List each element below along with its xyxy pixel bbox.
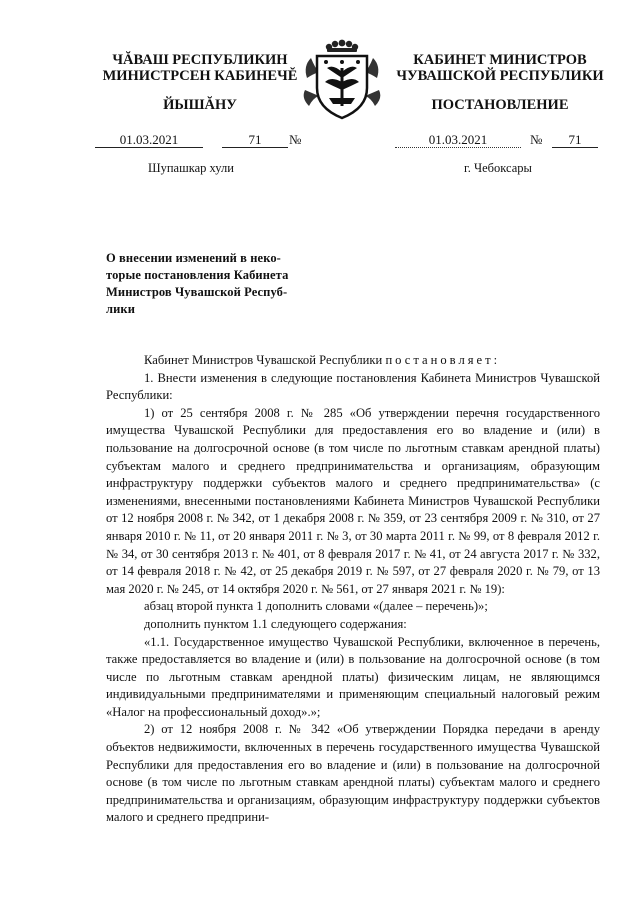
intro-decree-word: постановляет: — [385, 353, 501, 367]
title-line: О внесении изменений в неко- — [106, 251, 281, 265]
left-number: 71 — [222, 132, 288, 148]
paragraph-3: абзац второй пункта 1 дополнить словами «(далее – перечень)»; — [144, 599, 488, 614]
intro-paragraph — [106, 352, 600, 370]
header-right — [390, 52, 610, 84]
header-right-line2: ЧУВАШСКОЙ РЕСПУБЛИКИ — [396, 68, 604, 84]
paragraph-5: «1.1. Государственное имущество Чувашской Республики, включенное в перечень, также предоставляется во владение и (или) в пользование на долгосрочной основе (в том числе по льготным ставкам арендной платы) физическим лицам, не являющимся индивидуальными предпринимателями и применяющим специальный налоговый режим «Налог на профессиональный доход».»; — [106, 634, 600, 719]
document-title — [106, 250, 316, 318]
right-number: 71 — [552, 132, 598, 148]
paragraph-6: 2) от 12 ноября 2008 г. № 342 «Об утверждении Порядка передачи в аренду объектов недвижимости, включенных в перечень государственного имущества Чувашской Республики для предоставления его во владение и (или) в пользование на долгосрочной основе (в том числе по льготным ставкам арендной платы) субъектам малого и среднего предпринимательства и организациям, образующим инфраструктуру поддержки субъектов малого и среднего предприни- — [106, 722, 600, 825]
header-left-line1: ЧĂВАШ РЕСПУБЛИКИН — [112, 52, 288, 68]
paragraph-2: 1) от 25 сентября 2008 г. № 285 «Об утверждении перечня государственного имущества Чувашской Республики для предоставления его во владение и (или) в пользование на долгосрочной основе (в том числе по льготным ставкам арендной платы) субъектам малого и среднего предпринимательства и организациям, образующим инфраструктуру поддержки субъектов малого и среднего предпринимательства» (с изменениями, внесенными постановлениями Кабинета Министров Чувашской Республики от 12 ноября 2008 г. № 342, от 1 декабря 2008 г. № 359, от 23 сентября 2009 г. № 310, от 27 января 2010 г. № 11, от 20 января 2011 г. № 3, от 30 марта 2011 г. № 99, от 8 февраля 2012 г. № 34, от 30 сентября 2013 г. № 401, от 8 февраля 2017 г. № 41, от 24 августа 2017 г. № 332, от 14 февраля 2018 г. № 42, от 25 декабря 2019 г. № 597, от 27 февраля 2020 г. № 79, от 13 мая 2020 г. № 245, от 14 октября 2020 г. № 561, от 27 января 2021 г. № 19): — [106, 405, 600, 596]
doc-type-left: ЙЫШĂНУ — [163, 97, 237, 113]
intro-prefix: Кабинет Министров Чувашской Республики — [144, 353, 386, 367]
place-right: г. Чебоксары — [464, 161, 532, 175]
place-left: Шупашкар хули — [148, 161, 234, 175]
title-line: торые постановления Кабинета — [106, 268, 289, 282]
header-left — [95, 52, 305, 84]
document-body — [106, 352, 600, 827]
right-number-sign: № — [530, 132, 543, 147]
header-left-line2: МИНИСТРСЕН КАБИНЕЧĔ — [102, 68, 298, 84]
doc-type-right: ПОСТАНОВЛЕНИЕ — [431, 97, 569, 113]
left-number-sign: № — [289, 132, 302, 147]
header-right-line1: КАБИНЕТ МИНИСТРОВ — [413, 52, 587, 68]
left-date: 01.03.2021 — [95, 132, 203, 148]
paragraph-1: 1. Внести изменения в следующие постановления Кабинета Министров Чувашской Республики: — [106, 370, 600, 403]
title-line: лики — [106, 302, 136, 316]
paragraph-4: дополнить пунктом 1.1 следующего содержания: — [144, 616, 407, 631]
right-date: 01.03.2021 — [395, 132, 521, 148]
title-line: Министров Чувашской Респуб- — [106, 285, 288, 299]
coat-of-arms-emblem — [299, 38, 385, 122]
